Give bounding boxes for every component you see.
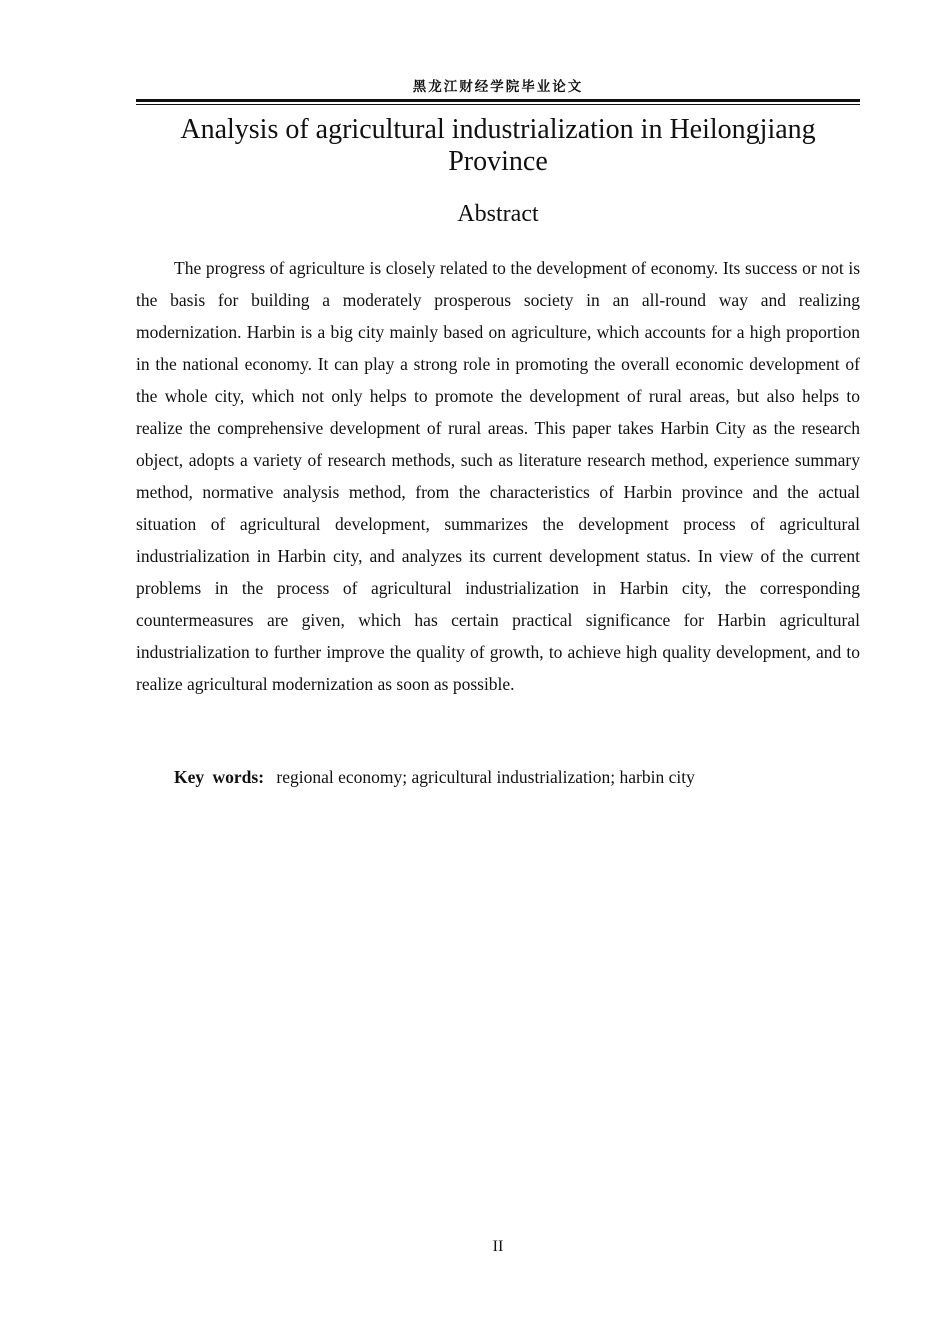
page-number: II [492,1238,504,1255]
paper-title: Analysis of agricultural industrialization in Heilongjiang Province [180,114,816,177]
keywords-label: Key words: [174,767,265,787]
running-header: 黑龙江财经学院毕业论文 [412,79,584,95]
header-rule-thin [136,104,860,105]
abstract-heading: Abstract [457,201,539,227]
keywords-list: regional economy; agricultural industrialization; harbin city [276,767,695,787]
abstract-body: The progress of agriculture is closely related to the development of economy. Its success or not is the basis for building a moderately prosperous society in an all-round way and realizing modernization. Harbin is a big city mainly based on agriculture, which accounts for a high proportion in the national economy. It can play a strong role in promoting the overall economic development of the whole city, which not only helps to promote the development of rural areas, but also helps to realize the comprehensive development of rural areas. This paper takes Harbin City as the research object, adopts a variety of research methods, such as literature research method, experience summary method, normative analysis method, from the characteristics of Harbin province and the actual situation of agricultural development, summarizes the development process of agricultural industrialization in Harbin city, and analyzes its current development status. In view of the current problems in the process of agricultural industrialization in Harbin city, the corresponding countermeasures are given, which has certain practical significance for Harbin agricultural industrialization to further improve the quality of growth, to achieve high quality development, and to realize agricultural modernization as soon as possible. [136,258,860,694]
keywords-line [174,763,860,791]
header-rule-thick [136,99,860,102]
